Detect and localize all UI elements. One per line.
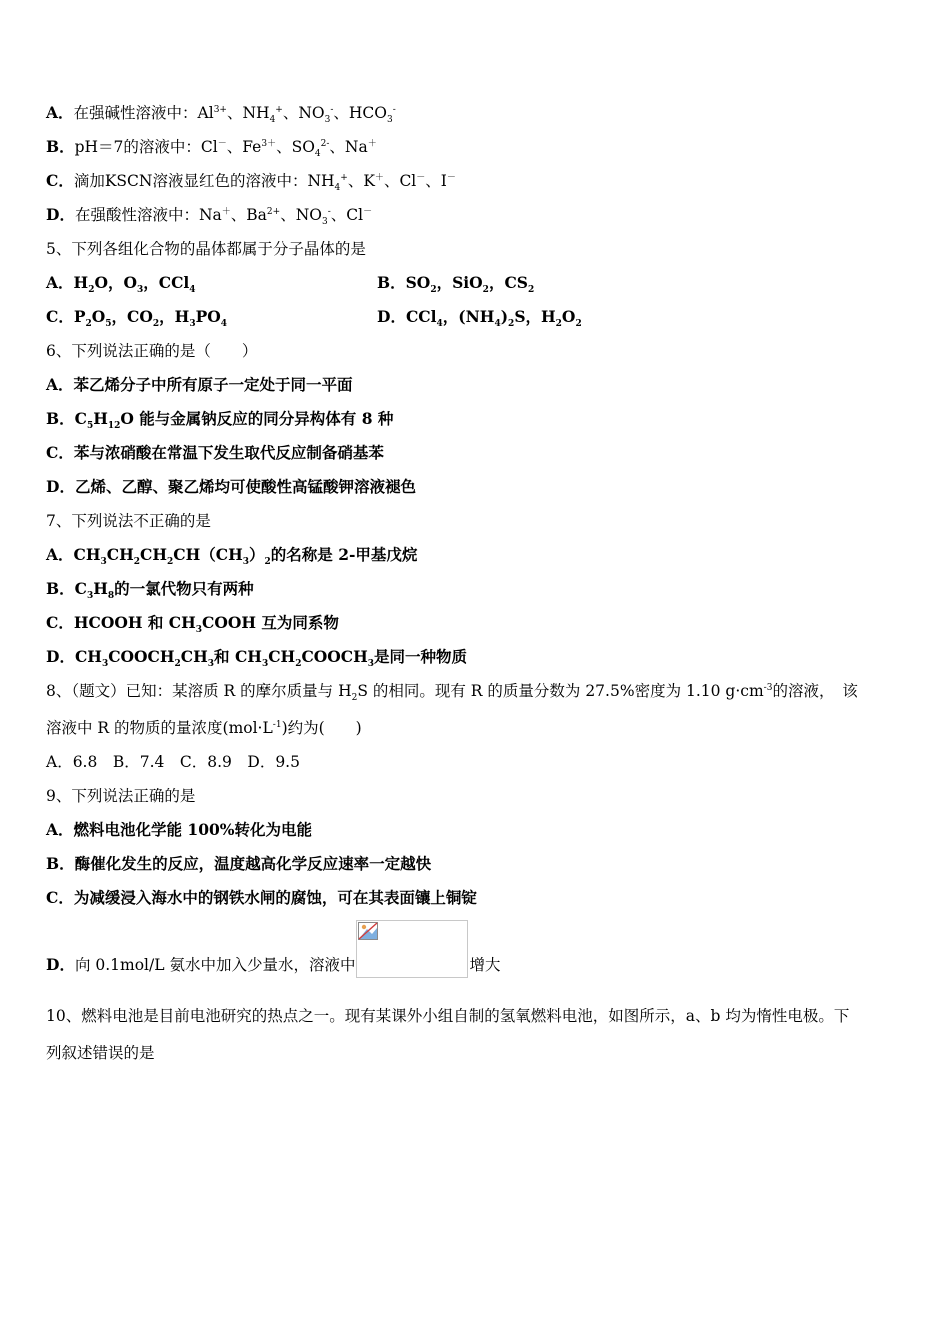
text: 、NH	[226, 104, 270, 122]
q8-stem-line2	[46, 718, 362, 738]
text: O 能与金属钠反应的同分异构体有 8 种	[120, 409, 394, 428]
q8-stem-line1	[46, 681, 858, 704]
sub: 2	[167, 557, 174, 568]
text: 、K	[347, 172, 375, 190]
sub: 2	[174, 659, 181, 670]
option-label: D．	[46, 477, 75, 496]
text: CH	[140, 545, 168, 564]
q5-option-c	[46, 307, 228, 330]
option-text: 苯乙烯分子中所有原子一定处于同一平面	[73, 375, 353, 394]
sub: 3	[261, 659, 269, 670]
option-label: D．	[46, 955, 75, 974]
text: 、Ba	[230, 206, 267, 224]
sub: 2	[555, 319, 562, 330]
sup: -1	[272, 719, 282, 730]
sup: －	[446, 172, 456, 183]
sup: +	[275, 104, 283, 115]
sub: 2	[85, 319, 92, 330]
text: C	[74, 579, 87, 598]
q10-stem-line1: 10、燃料电池是目前电池研究的热点之一。现有某课外小组自制的氢氧燃料电池，如图所示，a、b 均为惰性电极。下	[46, 1007, 850, 1025]
sup: 3+	[213, 104, 227, 115]
sub: 3	[242, 557, 250, 568]
option-label: A．	[46, 375, 74, 394]
sub: 4	[494, 319, 501, 330]
sub: 2	[264, 557, 271, 568]
sup: -	[330, 104, 334, 115]
sub: 3	[100, 557, 107, 568]
sub: 8	[107, 591, 115, 602]
text: CCl	[405, 307, 437, 326]
sub: 4	[436, 319, 443, 330]
sub: 4	[334, 183, 341, 194]
text: CH	[180, 647, 208, 666]
sup: ＋	[374, 172, 384, 183]
text: O	[561, 307, 576, 326]
q5-stem: 5、下列各组化合物的晶体都属于分子晶体的是	[46, 240, 366, 258]
option-text: 苯与浓硝酸在常温下发生取代反应制备硝基苯	[73, 443, 384, 462]
q5-option-a	[46, 273, 196, 296]
sub: 3	[321, 217, 328, 228]
option-label: C．	[46, 613, 74, 632]
sub: 3	[189, 319, 196, 330]
sup: ＋	[367, 138, 377, 149]
broken-image-icon	[358, 922, 378, 940]
text: PO	[195, 307, 221, 326]
sub: 3	[367, 659, 375, 670]
sub: 2	[133, 557, 141, 568]
formula-image-placeholder	[356, 920, 468, 978]
text: S，H	[514, 307, 556, 326]
option-text: 向 0.1mol/L 氨水中加入少量水，溶液中	[74, 956, 356, 974]
text: O	[91, 307, 106, 326]
sub: 4	[269, 115, 276, 126]
text: 的一氯代物只有两种	[114, 579, 254, 598]
q6-option-b	[46, 409, 394, 432]
text: ，SiO	[436, 273, 483, 292]
text: CH	[268, 647, 296, 666]
q5-option-d	[377, 307, 582, 330]
text: ，CCl	[143, 273, 190, 292]
q4-option-b	[46, 137, 377, 160]
q7-option-c	[46, 613, 339, 636]
text: 、Fe	[226, 138, 262, 156]
option-label: A．	[46, 273, 74, 292]
q7-option-d	[46, 647, 468, 670]
sub: 3	[195, 625, 203, 636]
text: 、Na	[329, 138, 368, 156]
text: C	[74, 409, 87, 428]
option-label: B．	[46, 579, 75, 598]
option-text: 在强酸性溶液中：Na	[74, 206, 222, 224]
option-label: C．	[46, 888, 74, 907]
sup: 2-	[320, 138, 330, 149]
q7-stem: 7、下列说法不正确的是	[46, 512, 211, 530]
text: 、Cl	[330, 206, 364, 224]
option-text: 为减缓浸入海水中的钢铁水闸的腐蚀，可在其表面镶上铜锭	[73, 888, 477, 907]
sub: 3	[101, 659, 109, 670]
text: ，(NH	[442, 307, 495, 326]
text: CH	[73, 545, 101, 564]
option-label: C．	[46, 307, 74, 326]
sub: 2	[295, 659, 302, 670]
q9-option-b	[46, 854, 431, 874]
option-text: 滴加KSCN溶液显红色的溶液中：NH	[73, 172, 335, 190]
option-label: B．	[377, 273, 406, 292]
text: P	[73, 307, 86, 326]
text: ，H	[159, 307, 190, 326]
text: H	[73, 273, 89, 292]
sub: 5	[105, 319, 112, 330]
option-label: D．	[46, 205, 75, 224]
text: CH（CH	[173, 545, 243, 564]
sup: -	[327, 206, 331, 217]
option-text: 燃料电池化学能 100%转化为电能	[73, 820, 313, 839]
q6-option-c	[46, 443, 384, 463]
sup: －	[416, 172, 426, 183]
q6-option-d	[46, 477, 416, 497]
text: )	[500, 307, 509, 326]
option-label: B．	[46, 409, 75, 428]
text: 8、（题文）已知：某溶质 R 的摩尔质量与 H	[46, 682, 352, 700]
text: H	[93, 409, 108, 428]
sup: ＋	[221, 206, 231, 217]
sub: 2	[508, 319, 515, 330]
text: 的名称是 2-甲基戊烷	[270, 545, 418, 564]
q4-option-c	[46, 171, 456, 194]
text: SO	[405, 273, 431, 292]
sup: －	[217, 138, 227, 149]
sub: 2	[430, 285, 437, 296]
option-text: 乙烯、乙醇、聚乙烯均可使酸性高锰酸钾溶液褪色	[74, 477, 416, 496]
text: 和 CH	[214, 647, 262, 666]
text: CH	[106, 545, 134, 564]
sub: 2	[575, 319, 582, 330]
text: 、NO	[282, 104, 325, 122]
sub: 3	[136, 285, 144, 296]
q9-option-d	[46, 920, 500, 993]
text: 、HCO	[333, 104, 387, 122]
text: 的溶液， 该	[772, 682, 858, 700]
q9-option-c	[46, 888, 477, 908]
text: 、I	[425, 172, 447, 190]
text: 溶液中 R 的物质的量浓度(mol·L	[46, 719, 273, 737]
sup: -	[392, 104, 396, 115]
q4-option-d	[46, 205, 373, 228]
option-label: C．	[46, 443, 74, 462]
option-label: D．	[46, 647, 75, 666]
text: 、SO	[276, 138, 315, 156]
sub: 4	[220, 319, 228, 330]
text: 增大	[469, 956, 501, 974]
sup: －	[363, 206, 373, 217]
text: 、NO	[280, 206, 322, 224]
sub: 2	[482, 285, 489, 296]
text: 是同一种物质	[374, 647, 468, 666]
q5-option-b	[377, 273, 535, 296]
sub: 3	[324, 115, 331, 126]
text: ）	[249, 545, 265, 564]
sub: 4	[189, 285, 196, 296]
text: ，CO	[111, 307, 153, 326]
sub: 3	[207, 659, 215, 670]
q9-stem: 9、下列说法正确的是	[46, 787, 196, 805]
text: ，CS	[488, 273, 528, 292]
q8-options: A．6.8 B．7.4 C．8.9 D．9.5	[46, 753, 300, 771]
text: CH	[74, 647, 102, 666]
option-label: C．	[46, 171, 74, 190]
q6-option-a	[46, 375, 353, 395]
q7-option-a	[46, 545, 418, 568]
option-label: D．	[377, 307, 406, 326]
text: HCOOH 和 CH	[73, 613, 196, 632]
text: )约为( )	[281, 719, 362, 737]
text: COOCH	[301, 647, 368, 666]
text: O，O	[94, 273, 137, 292]
option-label: A．	[46, 545, 74, 564]
sub: 3	[387, 115, 393, 126]
q6-stem: 6、下列说法正确的是（ ）	[46, 342, 258, 360]
option-text: 酶催化发生的反应，温度越高化学反应速率一定越快	[74, 854, 432, 873]
option-text: 在强碱性溶液中：Al	[73, 104, 214, 122]
q4-option-a	[46, 103, 396, 126]
sub: 2	[351, 693, 358, 704]
q10-stem-line2: 列叙述错误的是	[46, 1044, 155, 1062]
q7-option-b	[46, 579, 254, 602]
text: COOCH	[108, 647, 175, 666]
sub: 2	[88, 285, 95, 296]
text: 、Cl	[383, 172, 417, 190]
text: COOH 互为同系物	[202, 613, 339, 632]
sub: 3	[86, 591, 94, 602]
option-label: A．	[46, 820, 74, 839]
option-text: pH＝7的溶液中：Cl	[74, 138, 218, 156]
sub: 4	[314, 149, 321, 160]
text: S 的相同。现有 R 的质量分数为 27.5%密度为 1.10 g·cm	[357, 682, 764, 700]
option-label: B．	[46, 137, 75, 156]
text: H	[93, 579, 108, 598]
sup: +	[340, 172, 348, 183]
sub: 5	[86, 421, 94, 432]
sup: -3	[763, 682, 773, 693]
sup: 2+	[266, 206, 281, 217]
q9-option-a	[46, 820, 312, 840]
sub: 2	[527, 285, 535, 296]
sub: 12	[107, 421, 121, 432]
option-label: B．	[46, 854, 75, 873]
sub: 2	[152, 319, 160, 330]
option-label: A．	[46, 103, 74, 122]
sup: 3＋	[261, 138, 277, 149]
